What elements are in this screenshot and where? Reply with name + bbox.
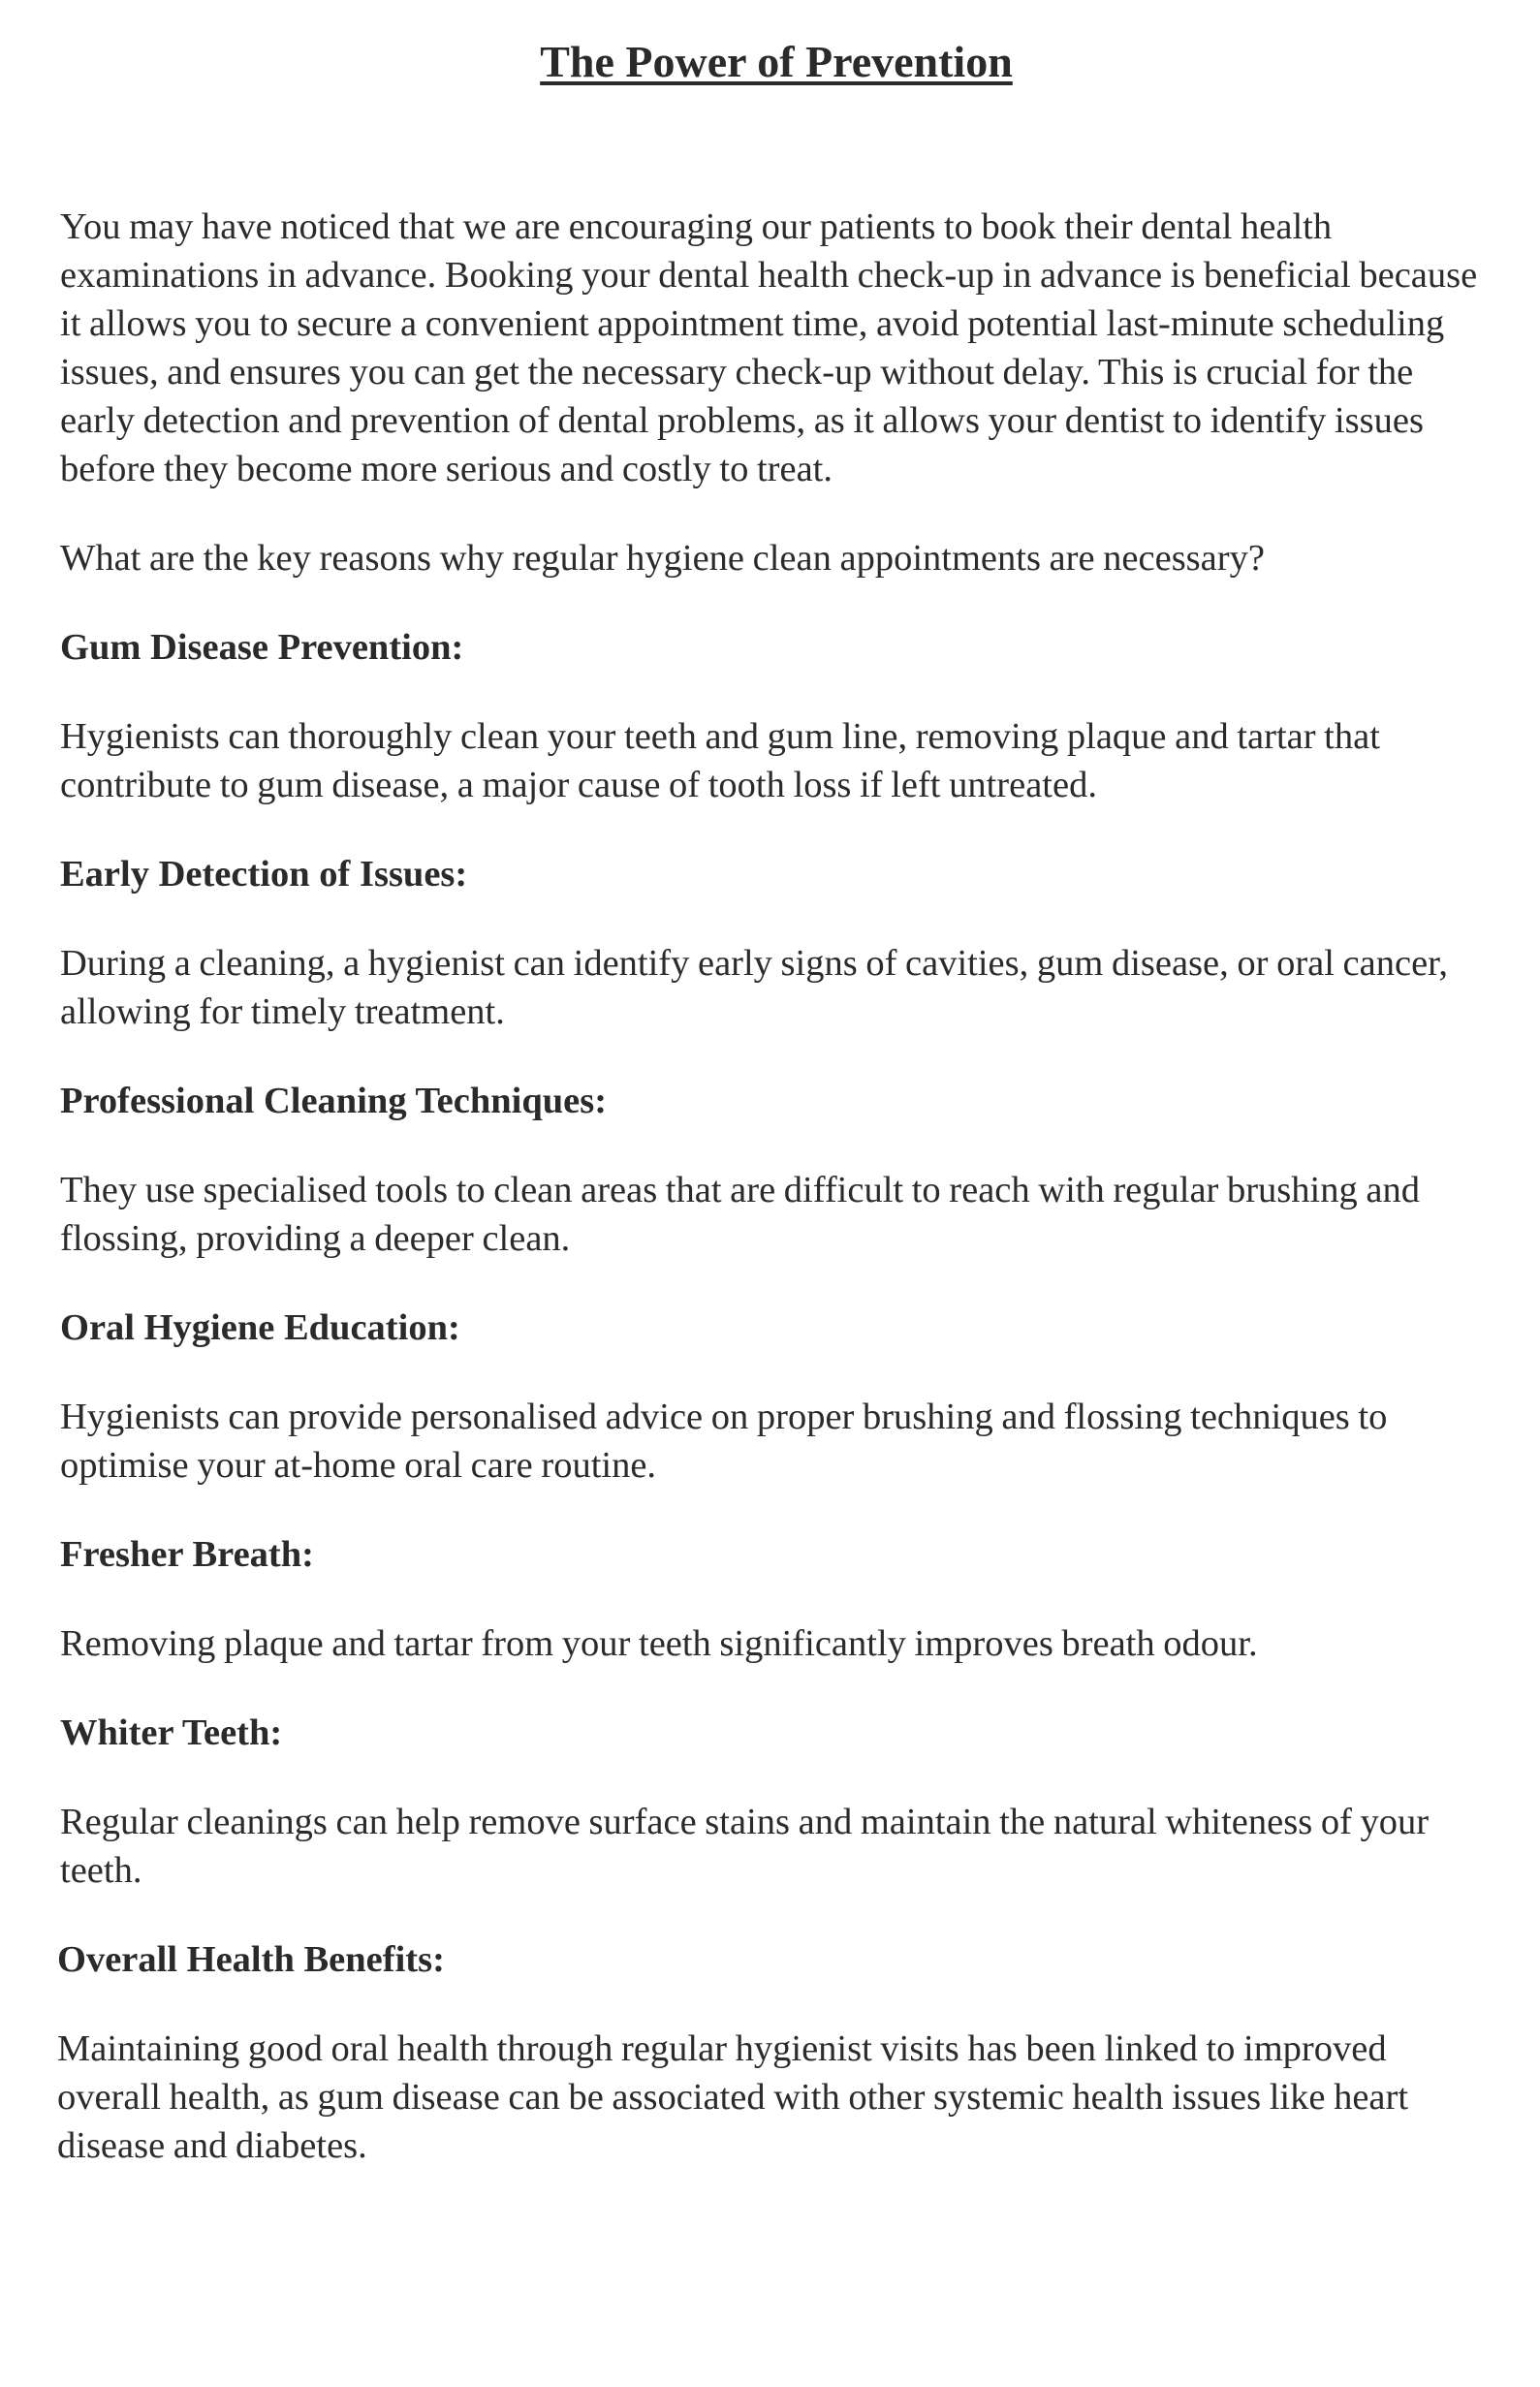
section-oral-hygiene-education (60, 1303, 1485, 1490)
article (57, 35, 1485, 2211)
section-overall-health (57, 1935, 1485, 2170)
section-whiter-teeth (60, 1709, 1485, 1895)
section-heading: Gum Disease Prevention: (60, 627, 464, 669)
section-text: They use specialised tools to clean areas that are difficult to reach with regular brushing and flossing, providing a deeper clean. (60, 1170, 1420, 1260)
section-fresher-breath (60, 1530, 1485, 1668)
section-heading: Oral Hygiene Education: (60, 1307, 460, 1349)
section-text: During a cleaning, a hygienist can identify early signs of cavities, gum disease, or oral cancer, allowing for timely treatment. (60, 943, 1449, 1033)
section-heading: Early Detection of Issues: (60, 854, 468, 895)
section-text: Hygienists can thoroughly clean your teeth and gum line, removing plaque and tartar that contribute to gum disease, a major cause of tooth loss if left untreated. (60, 716, 1380, 806)
section-heading: Professional Cleaning Techniques: (60, 1081, 608, 1122)
section-text: Removing plaque and tartar from your teeth significantly improves breath odour. (60, 1623, 1258, 1665)
page-title: The Power of Prevention (540, 37, 1013, 86)
intro-paragraph: You may have noticed that we are encouraging our patients to book their dental health examinations in advance. Booking your dental health check-up in advance is beneficial because it allows you to secure a convenient appointment time, avoid potential last-minute scheduling issues, and ensures you can get the necessary check-up without delay. This is crucial for the early detection and prevention of dental problems, as it allows your dentist to identify issues before they become more serious and costly to treat. (60, 206, 1478, 490)
section-heading: Whiter Teeth: (60, 1712, 283, 1754)
section-text: Regular cleanings can help remove surface stains and maintain the natural whiteness of your teeth. (60, 1802, 1430, 1892)
section-text: Hygienists can provide personalised advice on proper brushing and flossing techniques to optimise your at-home oral care routine. (60, 1397, 1388, 1487)
section-heading: Overall Health Benefits: (57, 1939, 445, 1981)
section-early-detection (60, 850, 1485, 1036)
section-professional-cleaning (60, 1077, 1485, 1263)
section-gum-disease-prevention (60, 623, 1485, 809)
section-heading: Fresher Breath: (60, 1534, 314, 1576)
question-paragraph: What are the key reasons why regular hygiene clean appointments are necessary? (60, 538, 1265, 580)
section-text: Maintaining good oral health through regular hygienist visits has been linked to improved overall health, as gum disease can be associated with other systemic health issues like heart disease and diabetes. (57, 2028, 1409, 2167)
